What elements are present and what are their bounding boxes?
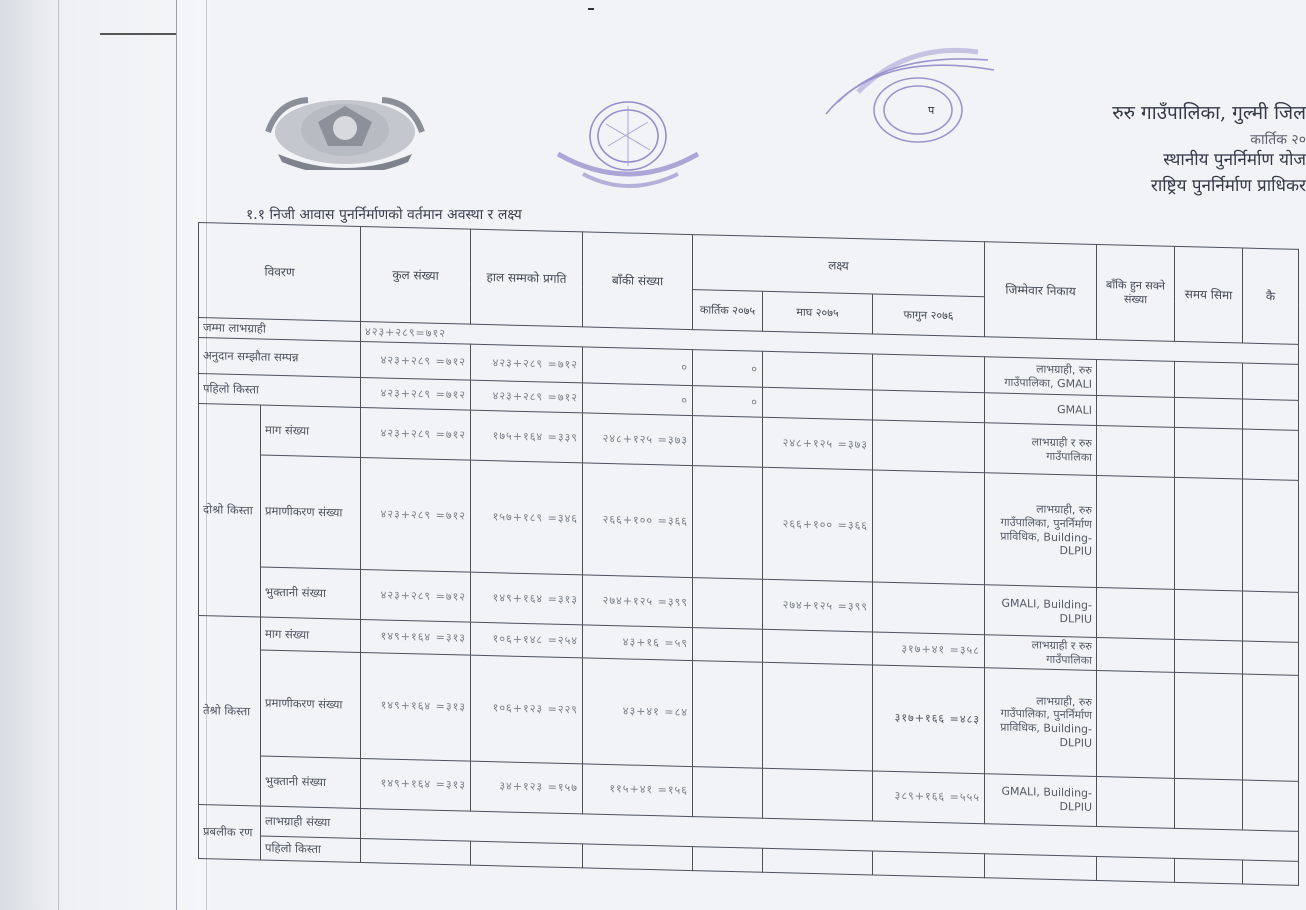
col-target-kartik: कार्तिक २०७५: [693, 290, 763, 332]
cell-progress: १५७+१८९ =३४६: [471, 460, 583, 575]
cell-total: ४२३+२८९ =७१२: [361, 407, 471, 460]
reconstruction-status-table: [198, 222, 1299, 885]
cell-falgun: ३१७+१६६ =४८३: [873, 664, 985, 773]
cell-magh: २६६+१०० =३६६: [763, 467, 873, 582]
row-label: भुक्तानी संख्या: [261, 756, 361, 808]
col-total: कुल संख्या: [361, 226, 471, 324]
row-label: पहिलो किस्ता: [199, 374, 361, 408]
row-label: माग संख्या: [261, 405, 361, 457]
municipality-title: रुरु गाउँपालिका, गुल्मी जिल: [1112, 102, 1306, 124]
col-extra: कै: [1243, 248, 1299, 344]
office-seal-icon: [818, 42, 1003, 146]
cell-total: १४९+१६४ =३१३: [361, 758, 471, 811]
row-label: जम्मा लाभग्राही: [199, 318, 361, 342]
cell-total: ४२३+२८९ =७१२: [361, 457, 471, 572]
seal-mark: प: [928, 104, 935, 117]
cell-responsible: लाभग्राही, रुरु गाउँपालिका, पुनर्निर्माण प्राविधिक, Building- DLPIU: [985, 667, 1097, 776]
row-label: प्रमाणीकरण संख्या: [261, 455, 361, 569]
cell-total: ४२३+२८९=७१२: [361, 321, 1299, 364]
col-not-possible: बाँकि हुन सक्ने संख्या: [1097, 244, 1175, 341]
cell-responsible: लाभग्राही र रुरु गाउँपालिका: [985, 423, 1097, 476]
col-target: लक्ष्य: [693, 235, 985, 297]
cell-magh: २४८+१२५ =३७३: [763, 417, 873, 470]
page-binding-edge: [0, 0, 210, 910]
col-progress: हाल सम्मको प्रगति: [471, 229, 583, 327]
municipality-seal-icon: [528, 94, 728, 199]
cell-remaining: ०: [583, 347, 693, 386]
nepal-emblem-icon: [258, 92, 432, 170]
col-deadline: समय सिमा: [1175, 246, 1243, 343]
speck: [588, 8, 594, 10]
plan-subtitle: स्थानीय पुनर्निर्माण योज: [1163, 150, 1306, 170]
fold-line: [176, 0, 177, 910]
cell-responsible: GMALI: [985, 393, 1097, 426]
cell-falgun: ३१७+४१ =३५८: [873, 632, 985, 667]
cell-progress: १७५+१६४ =३३९: [471, 410, 583, 463]
cell-total: १४९+१६४ =३१३: [361, 619, 471, 654]
col-target-magh: माघ २०७५: [763, 291, 873, 334]
header-date: कार्तिक २०: [1250, 132, 1306, 148]
cell-total: ४२३+२८९ =७१२: [361, 377, 471, 410]
cell-remaining: ११५+४१ =१५६: [583, 763, 693, 816]
cell-magh: २७४+१२५ =३९९: [763, 579, 873, 632]
cell-total: १४९+१६४ =३१३: [361, 652, 471, 761]
cell-responsible: लाभग्राही, रुरु गाउँपालिका, GMALI: [985, 357, 1097, 396]
cell-responsible: GMALI, Building- DLPIU: [985, 773, 1097, 826]
group-label: दोश्रो किस्ता: [199, 404, 261, 618]
table-caption: १.१ निजी आवास पुनर्निर्माणको वर्तमान अवस्था र लक्ष्य: [246, 207, 522, 223]
row-label: भुक्तानी संख्या: [261, 567, 361, 619]
cell-responsible: लाभग्राही, रुरु गाउँपालिका, पुनर्निर्माण प्राविधिक, Building- DLPIU: [985, 473, 1097, 588]
cell-progress: ४२३+२८९ =७१२: [471, 344, 583, 383]
cell-progress: ३४+१२३ =१५७: [471, 761, 583, 814]
cell-responsible: लाभग्राही र रुरु गाउँपालिका: [985, 635, 1097, 670]
cell-remaining: ४३+१६ =५९: [583, 625, 693, 660]
cell-progress: ४२३+२८९ =७१२: [471, 380, 583, 413]
cell-kartik: ०: [693, 350, 763, 388]
cell-progress: १०६+१२३ =२२९: [471, 655, 583, 764]
fold-line: [58, 0, 59, 910]
cell-kartik: ०: [693, 386, 763, 418]
cell-total: ४२३+२८९ =७१२: [361, 341, 471, 380]
row-label: पहिलो किस्ता: [261, 836, 361, 862]
cell-remaining: २६६+१०० =३६६: [583, 463, 693, 578]
cell-responsible: GMALI, Building- DLPIU: [985, 585, 1097, 638]
cell-remaining: ०: [583, 383, 693, 416]
cell-remaining: ४३+४१ =८४: [583, 657, 693, 766]
col-responsible: जिम्मेवार निकाय: [985, 242, 1097, 340]
cell-total: ४२३+२८९ =७१२: [361, 569, 471, 622]
reconstruction-table-wrapper: [198, 222, 1298, 885]
col-target-falgun: फागुन २०७६: [873, 294, 985, 337]
margin-mark: [100, 33, 176, 35]
cell-remaining: २७४+१२५ =३९९: [583, 575, 693, 628]
group-label: तेश्रो किस्ता: [199, 616, 261, 806]
group-label: प्रबलीक रण: [199, 804, 261, 860]
cell-progress: १०६+१४८ =२५४: [471, 622, 583, 657]
row-label: अनुदान सम्झौता सम्पन्न: [199, 338, 361, 378]
row-label: माग संख्या: [261, 617, 361, 652]
row-label: प्रमाणीकरण संख्या: [261, 650, 361, 758]
row-label: लाभग्राही संख्या: [261, 806, 361, 838]
col-remaining: बाँकी संख्या: [583, 232, 693, 330]
cell-falgun: ३८९+१६६ =५५५: [873, 770, 985, 823]
col-description: विवरण: [199, 223, 361, 322]
cell-remaining: २४८+१२५ =३७३: [583, 413, 693, 466]
cell-progress: १४९+१६४ =३१३: [471, 572, 583, 625]
authority-subtitle: राष्ट्रिय पुनर्निर्माण प्राधिकर: [1150, 176, 1306, 196]
